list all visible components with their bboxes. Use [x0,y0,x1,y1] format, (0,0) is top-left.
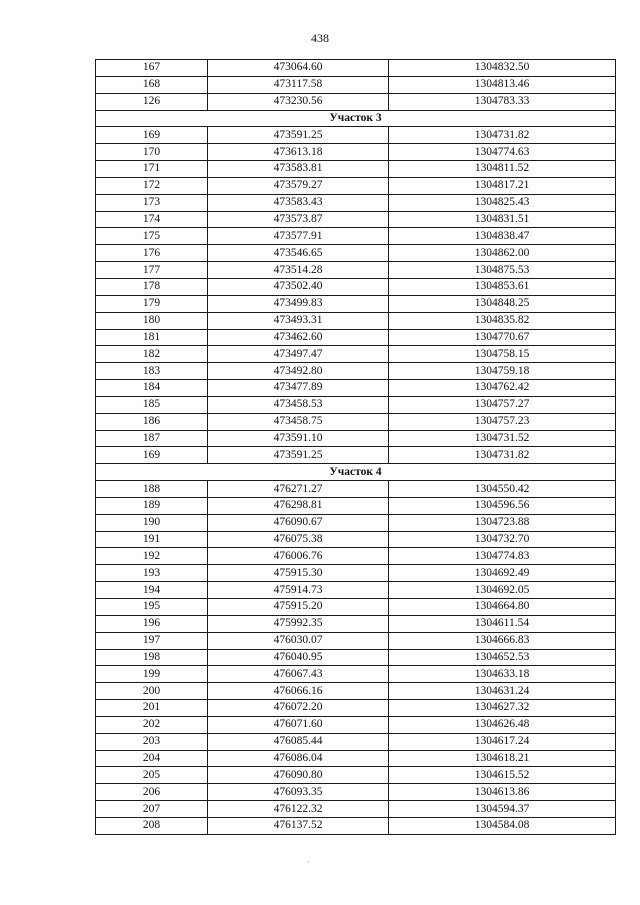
point-number-cell: 174 [96,211,208,228]
x-coordinate-cell: 476066.16 [208,683,389,700]
point-number-cell: 199 [96,666,208,683]
point-number-cell: 189 [96,497,208,514]
table-row [96,733,616,750]
x-coordinate-cell: 473458.53 [208,396,389,413]
point-number-cell: 126 [96,93,208,110]
table-row [96,767,616,784]
point-number-cell: 176 [96,245,208,262]
y-coordinate-cell: 1304723.88 [389,514,616,531]
point-number-cell: 193 [96,565,208,582]
point-number-cell: 180 [96,312,208,329]
x-coordinate-cell: 473573.87 [208,211,389,228]
x-coordinate-cell: 476067.43 [208,666,389,683]
y-coordinate-cell: 1304664.80 [389,599,616,616]
y-coordinate-cell: 1304762.42 [389,380,616,397]
point-number-cell: 195 [96,599,208,616]
point-number-cell: 168 [96,76,208,93]
y-coordinate-cell: 1304652.53 [389,649,616,666]
x-coordinate-cell: 476006.76 [208,548,389,565]
y-coordinate-cell: 1304731.52 [389,430,616,447]
point-number-cell: 203 [96,733,208,750]
table-row [96,363,616,380]
table-row [96,413,616,430]
point-number-cell: 194 [96,582,208,599]
coordinates-table-body [96,60,616,835]
table-row [96,228,616,245]
table-row [96,565,616,582]
table-row [96,649,616,666]
section-header-row [96,464,616,481]
y-coordinate-cell: 1304774.83 [389,548,616,565]
y-coordinate-cell: 1304692.49 [389,565,616,582]
y-coordinate-cell: 1304731.82 [389,127,616,144]
table-row [96,312,616,329]
x-coordinate-cell: 473577.91 [208,228,389,245]
y-coordinate-cell: 1304832.50 [389,60,616,77]
x-coordinate-cell: 473230.56 [208,93,389,110]
point-number-cell: 178 [96,278,208,295]
table-row [96,599,616,616]
x-coordinate-cell: 476137.52 [208,817,389,834]
x-coordinate-cell: 473613.18 [208,144,389,161]
x-coordinate-cell: 476040.95 [208,649,389,666]
x-coordinate-cell: 476030.07 [208,632,389,649]
y-coordinate-cell: 1304875.53 [389,262,616,279]
point-number-cell: 182 [96,346,208,363]
x-coordinate-cell: 473492.80 [208,363,389,380]
x-coordinate-cell: 473591.25 [208,127,389,144]
x-coordinate-cell: 473117.58 [208,76,389,93]
x-coordinate-cell: 473583.81 [208,161,389,178]
x-coordinate-cell: 476085.44 [208,733,389,750]
table-row [96,531,616,548]
point-number-cell: 201 [96,700,208,717]
coordinates-table [95,59,616,835]
x-coordinate-cell: 476090.67 [208,514,389,531]
y-coordinate-cell: 1304758.15 [389,346,616,363]
x-coordinate-cell: 473583.43 [208,194,389,211]
table-row [96,161,616,178]
y-coordinate-cell: 1304838.47 [389,228,616,245]
y-coordinate-cell: 1304825.43 [389,194,616,211]
y-coordinate-cell: 1304594.37 [389,801,616,818]
y-coordinate-cell: 1304584.08 [389,817,616,834]
y-coordinate-cell: 1304848.25 [389,295,616,312]
y-coordinate-cell: 1304611.54 [389,615,616,632]
x-coordinate-cell: 473064.60 [208,60,389,77]
table-row [96,262,616,279]
x-coordinate-cell: 476072.20 [208,700,389,717]
x-coordinate-cell: 476298.81 [208,497,389,514]
y-coordinate-cell: 1304759.18 [389,363,616,380]
y-coordinate-cell: 1304757.27 [389,396,616,413]
table-row [96,127,616,144]
table-row [96,380,616,397]
point-number-cell: 186 [96,413,208,430]
point-number-cell: 169 [96,447,208,464]
point-number-cell: 196 [96,615,208,632]
table-row [96,514,616,531]
table-row [96,278,616,295]
x-coordinate-cell: 473462.60 [208,329,389,346]
table-row [96,396,616,413]
y-coordinate-cell: 1304835.82 [389,312,616,329]
x-coordinate-cell: 473591.25 [208,447,389,464]
point-number-cell: 200 [96,683,208,700]
x-coordinate-cell: 476093.35 [208,784,389,801]
point-number-cell: 188 [96,481,208,498]
y-coordinate-cell: 1304732.70 [389,531,616,548]
point-number-cell: 206 [96,784,208,801]
point-number-cell: 181 [96,329,208,346]
point-number-cell: 197 [96,632,208,649]
point-number-cell: 169 [96,127,208,144]
y-coordinate-cell: 1304770.67 [389,329,616,346]
y-coordinate-cell: 1304862.00 [389,245,616,262]
section-header-row [96,110,616,127]
point-number-cell: 185 [96,396,208,413]
x-coordinate-cell: 476090.80 [208,767,389,784]
x-coordinate-cell: 475914.73 [208,582,389,599]
x-coordinate-cell: 476271.27 [208,481,389,498]
x-coordinate-cell: 473493.31 [208,312,389,329]
y-coordinate-cell: 1304666.83 [389,632,616,649]
y-coordinate-cell: 1304813.46 [389,76,616,93]
y-coordinate-cell: 1304783.33 [389,93,616,110]
point-number-cell: 183 [96,363,208,380]
table-row [96,245,616,262]
x-coordinate-cell: 476122.32 [208,801,389,818]
footer-mark: · [307,858,310,867]
table-row [96,177,616,194]
point-number-cell: 177 [96,262,208,279]
point-number-cell: 167 [96,60,208,77]
y-coordinate-cell: 1304774.63 [389,144,616,161]
table-row [96,93,616,110]
table-row [96,666,616,683]
table-row [96,447,616,464]
table-row [96,784,616,801]
table-row [96,548,616,565]
table-row [96,582,616,599]
point-number-cell: 184 [96,380,208,397]
x-coordinate-cell: 476075.38 [208,531,389,548]
table-row [96,817,616,834]
x-coordinate-cell: 473477.89 [208,380,389,397]
table-row [96,683,616,700]
table-row [96,700,616,717]
x-coordinate-cell: 476086.04 [208,750,389,767]
x-coordinate-cell: 473499.83 [208,295,389,312]
y-coordinate-cell: 1304596.56 [389,497,616,514]
y-coordinate-cell: 1304615.52 [389,767,616,784]
y-coordinate-cell: 1304757.23 [389,413,616,430]
y-coordinate-cell: 1304692.05 [389,582,616,599]
x-coordinate-cell: 473458.75 [208,413,389,430]
point-number-cell: 170 [96,144,208,161]
point-number-cell: 198 [96,649,208,666]
point-number-cell: 179 [96,295,208,312]
table-row [96,346,616,363]
point-number-cell: 171 [96,161,208,178]
y-coordinate-cell: 1304831.51 [389,211,616,228]
point-number-cell: 191 [96,531,208,548]
point-number-cell: 192 [96,548,208,565]
x-coordinate-cell: 475992.35 [208,615,389,632]
y-coordinate-cell: 1304811.52 [389,161,616,178]
y-coordinate-cell: 1304550.42 [389,481,616,498]
table-row [96,716,616,733]
point-number-cell: 187 [96,430,208,447]
table-row [96,329,616,346]
y-coordinate-cell: 1304631.24 [389,683,616,700]
table-row [96,194,616,211]
y-coordinate-cell: 1304627.32 [389,700,616,717]
y-coordinate-cell: 1304618.21 [389,750,616,767]
point-number-cell: 175 [96,228,208,245]
x-coordinate-cell: 476071.60 [208,716,389,733]
y-coordinate-cell: 1304817.21 [389,177,616,194]
y-coordinate-cell: 1304731.82 [389,447,616,464]
point-number-cell: 208 [96,817,208,834]
y-coordinate-cell: 1304613.86 [389,784,616,801]
point-number-cell: 205 [96,767,208,784]
x-coordinate-cell: 475915.30 [208,565,389,582]
section-title: Участок 3 [96,110,616,127]
x-coordinate-cell: 473546.65 [208,245,389,262]
table-row [96,801,616,818]
table-row [96,211,616,228]
table-row [96,497,616,514]
section-title: Участок 4 [96,464,616,481]
point-number-cell: 172 [96,177,208,194]
point-number-cell: 207 [96,801,208,818]
y-coordinate-cell: 1304617.24 [389,733,616,750]
point-number-cell: 202 [96,716,208,733]
point-number-cell: 190 [96,514,208,531]
x-coordinate-cell: 473514.28 [208,262,389,279]
x-coordinate-cell: 473502.40 [208,278,389,295]
table-row [96,481,616,498]
table-row [96,430,616,447]
table-row [96,632,616,649]
y-coordinate-cell: 1304853.61 [389,278,616,295]
page-number: 438 [311,31,329,45]
x-coordinate-cell: 473579.27 [208,177,389,194]
table-row [96,750,616,767]
x-coordinate-cell: 473497.47 [208,346,389,363]
table-row [96,76,616,93]
point-number-cell: 173 [96,194,208,211]
x-coordinate-cell: 475915.20 [208,599,389,616]
point-number-cell: 204 [96,750,208,767]
table-row [96,60,616,77]
table-row [96,295,616,312]
table-row [96,144,616,161]
y-coordinate-cell: 1304633.18 [389,666,616,683]
x-coordinate-cell: 473591.10 [208,430,389,447]
y-coordinate-cell: 1304626.48 [389,716,616,733]
table-row [96,615,616,632]
